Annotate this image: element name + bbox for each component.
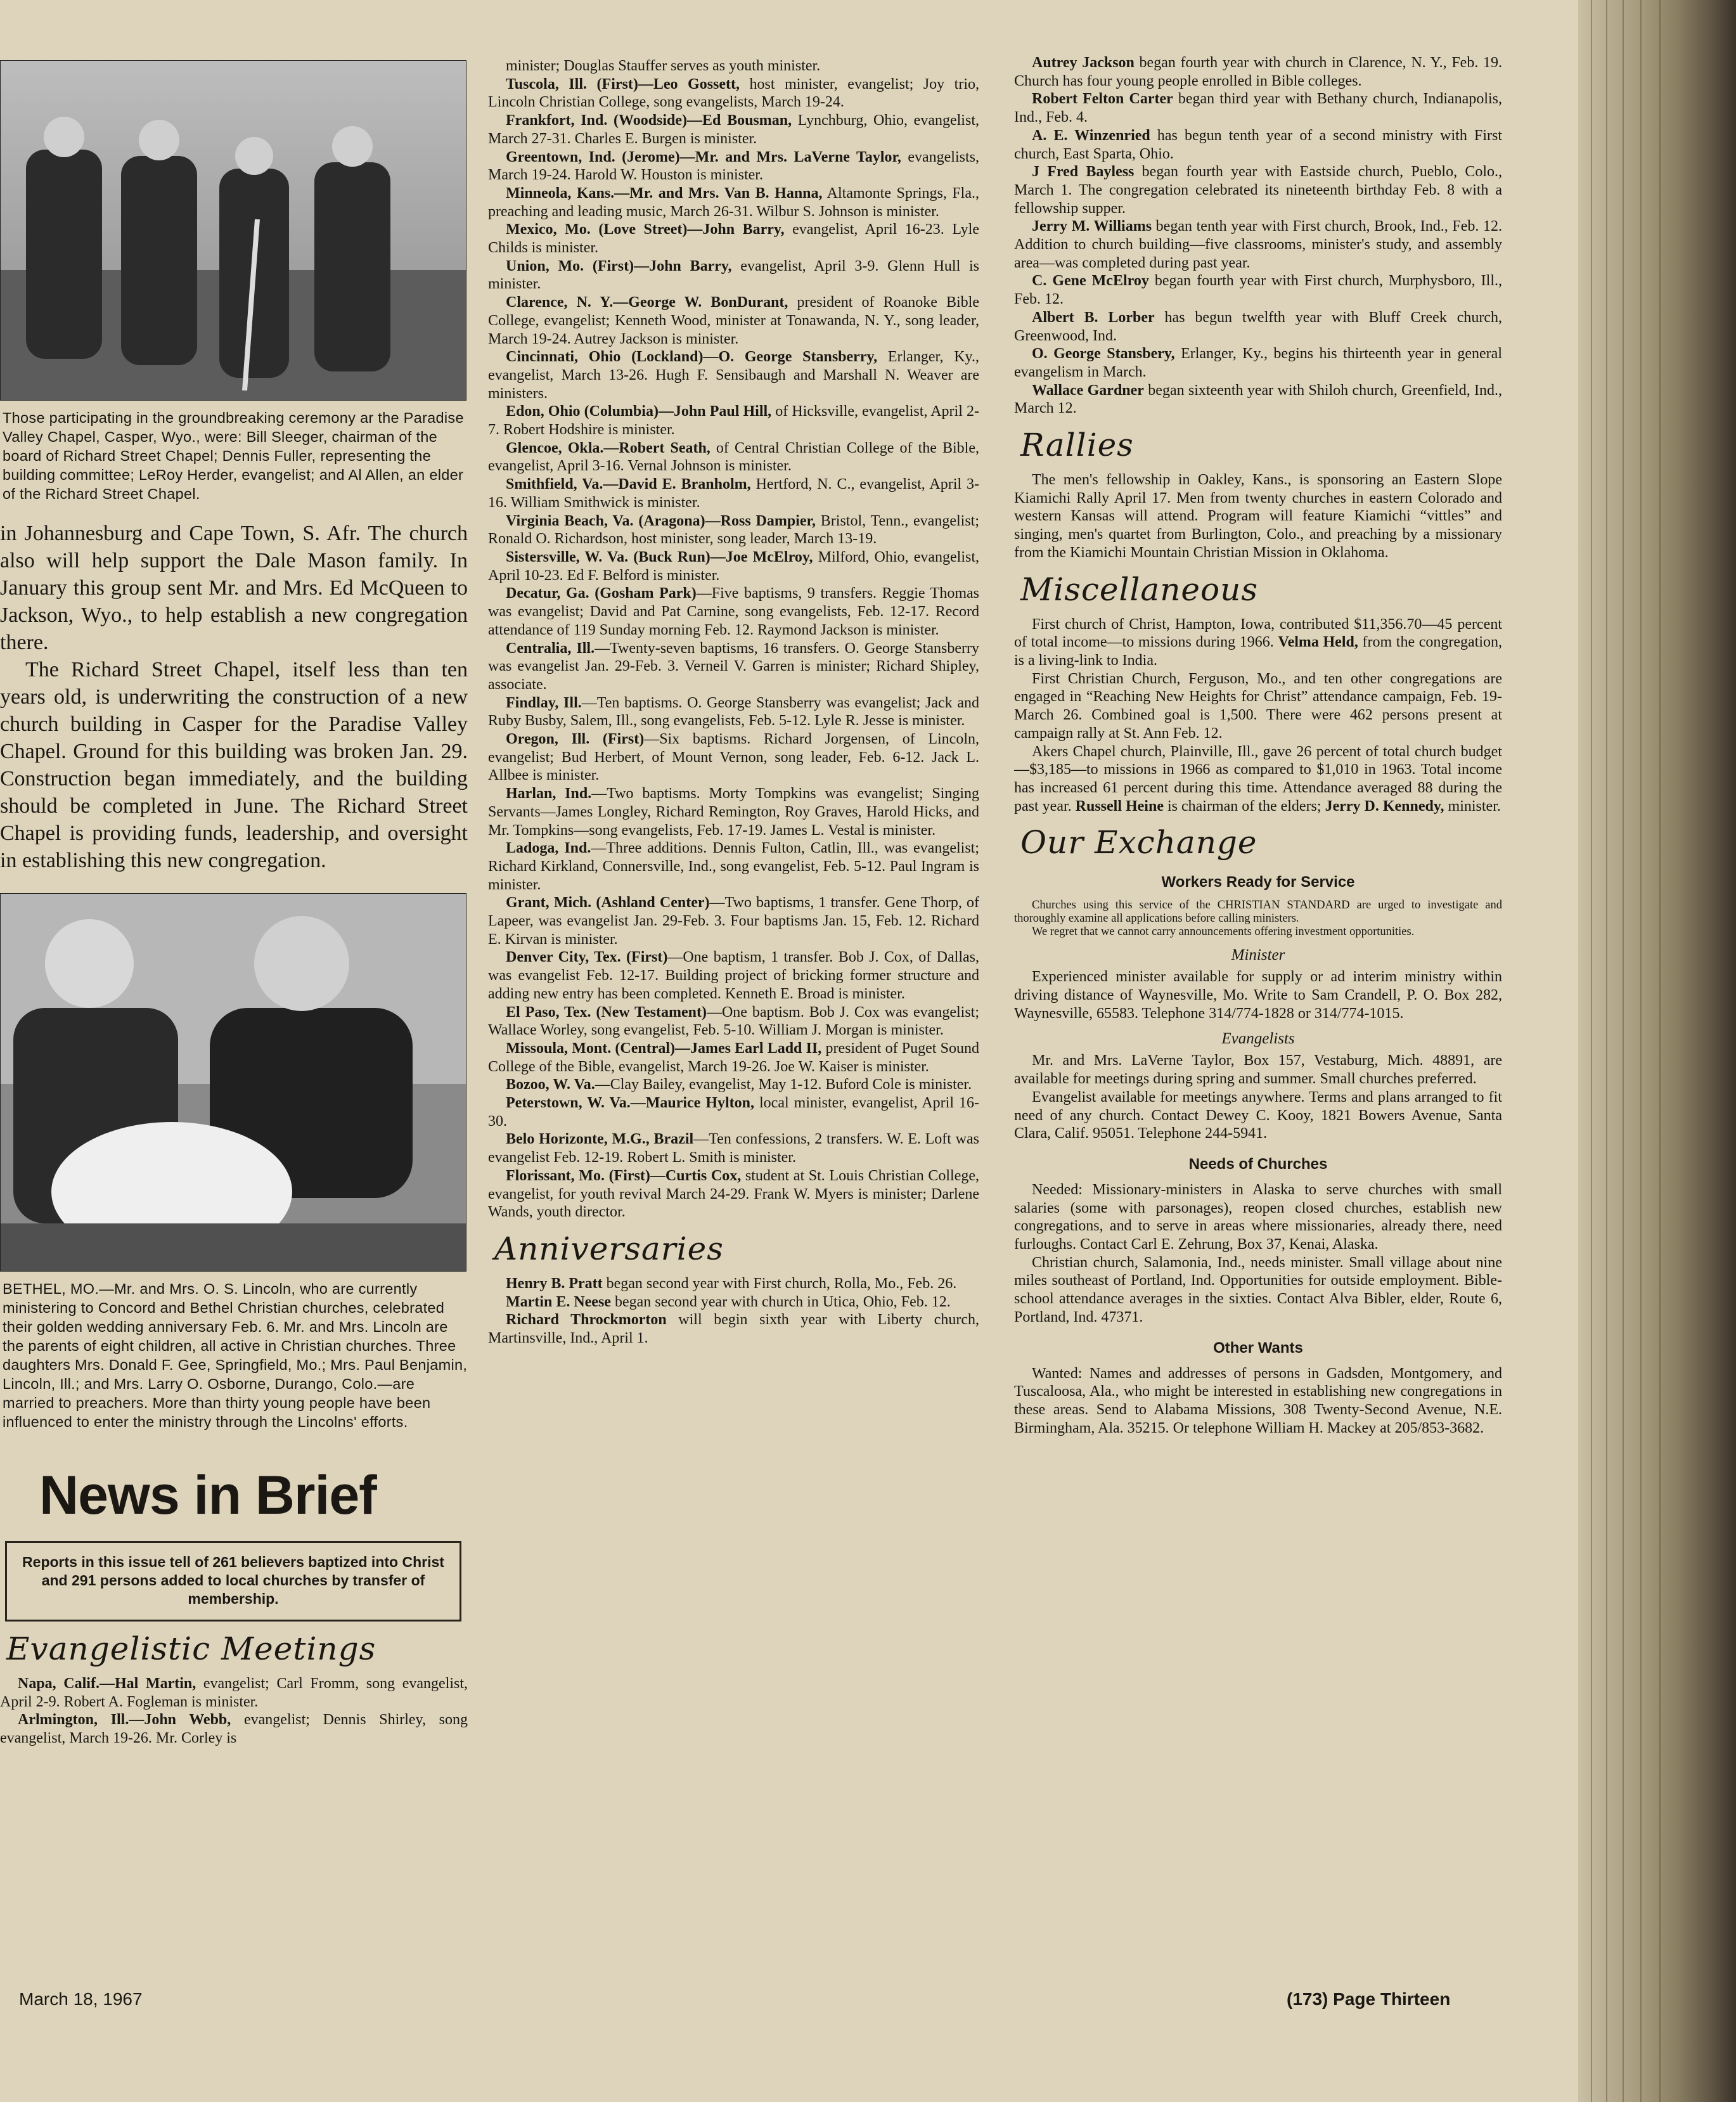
entry-text: —Six baptisms. Richard Jorgensen, of Lincoln, evangelist; Bud Herbert, of Mount Vernon, song leader, Feb. 6-12. Jack L. Allbee is minister. xyxy=(488,731,979,784)
entry-text: is chairman of the elders; xyxy=(1163,797,1325,815)
footer-date xyxy=(19,1989,143,2009)
entry xyxy=(488,894,979,948)
anniversaries-entries xyxy=(488,1275,979,1348)
entry-bold: Belo Horizonte, M.G., Brazil xyxy=(506,1131,694,1148)
entry xyxy=(1014,382,1502,418)
entry xyxy=(1014,616,1502,670)
entry-text: from the congregation, is a living-link to India. xyxy=(1014,634,1502,669)
footer-date-text: March 18, 1967 xyxy=(19,1989,143,2009)
news-summary-text: Reports in this issue tell of 261 believers baptized into Christ and 291 persons added to local churches by transfer of membership. xyxy=(22,1554,444,1607)
entry xyxy=(488,1167,979,1222)
anniversaries-heading: Anniversaries xyxy=(494,1230,724,1267)
evangelistic-entries xyxy=(0,1675,468,1748)
entry-text: student at St. Louis Christian College, evangelist, for youth revival March 24-29. Frank W. Myers is minister; Darlene Wands, youth director. xyxy=(488,1167,979,1221)
entry-text: of Hicksville, evangelist, April 2-7. Robert Hodshire is minister. xyxy=(488,403,979,439)
entry xyxy=(488,1094,979,1130)
entry-bold: O. George Stansbery, xyxy=(1032,345,1175,363)
entry-text: First Christian Church, Ferguson, Mo., and ten other congregations are engaged in “Reaching New Heights for Christ” attendance campaign, Feb. 19-March 26. Combined goal is 1,500. There were 462 persons present at campaign rally at St. Ann Feb. 12. xyxy=(1014,670,1502,742)
entry-bold: Peterstown, W. Va.—Maurice Hylton, xyxy=(506,1095,754,1112)
rallies-heading: Rallies xyxy=(1020,427,1134,464)
entry xyxy=(488,694,979,730)
other-wants-ad: Wanted: Names and addresses of persons in Gadsden, Montgomery, and Tuscaloosa, Ala., who might be interested in establishing new congregations in these areas. Send to Alabama Missions, 308 Twenty-Second Avenue, N.E. Birmingham, Ala. 35215. Or telephone William H. Mackey at 205/853-3682. xyxy=(1014,1365,1502,1436)
groundbreaking-photo xyxy=(0,60,466,401)
entry xyxy=(488,640,979,694)
entry-bold: Richard Throckmorton xyxy=(506,1312,667,1329)
entry-text: host minister, evangelist; Joy trio, Lincoln Christian College, song evangelists, March 19-24. xyxy=(488,75,979,111)
entry-bold: Union, Mo. (First)—John Barry, xyxy=(506,257,732,274)
entry xyxy=(1014,471,1502,562)
entry-bold: A. E. Winzenried xyxy=(1032,127,1150,144)
entry-bold: Napa, Calif.—Hal Martin, xyxy=(18,1675,196,1692)
entry-bold: C. Gene McElroy xyxy=(1032,273,1149,290)
entry xyxy=(488,112,979,148)
other-wants-heading: Other Wants xyxy=(1213,1339,1303,1357)
entry-bold: Edon, Ohio (Columbia)—John Paul Hill, xyxy=(506,403,772,420)
news-in-brief-heading: News in Brief xyxy=(39,1465,376,1526)
entry-text: —Ten confessions, 2 transfers. W. E. Loft was evangelist Feb. 12-19. Robert L. Smith is minister. xyxy=(488,1131,979,1166)
entry-bold: Tuscola, Ill. (First)—Leo Gossett, xyxy=(506,75,740,93)
entry-text: began third year with Bethany church, Indianapolis, Ind., Feb. 4. xyxy=(1014,91,1502,126)
binding-gutter xyxy=(1578,0,1736,2102)
entry-bold: Clarence, N. Y.—George W. BonDurant, xyxy=(506,294,788,311)
needs-heading: Needs of Churches xyxy=(1188,1155,1328,1173)
entry xyxy=(488,948,979,1003)
entry-text: evangelist; Carl Fromm, song evangelist, April 2-9. Robert A. Fogleman is minister. xyxy=(0,1675,468,1710)
minister-ad: Experienced minister available for supply or ad interim ministry within driving distance of Waynesville, Mo. Write to Sam Crandell, P. O. Box 282, Waynesville, 65583. Telephone 314/774-1828 or 314/774-1015. xyxy=(1014,969,1502,1022)
anniversary-photo-image xyxy=(1,894,466,1271)
entry xyxy=(488,257,979,293)
entry-bold: Decatur, Ga. (Gosham Park) xyxy=(506,585,697,602)
entry-bold: Jerry D. Kennedy, xyxy=(1325,797,1444,815)
entry-text: president of Roanoke Bible College, evangelist; Kenneth Wood, minister at Tonawanda, N. Y., song leader, March 19-24. Autrey Jackson is minister. xyxy=(488,294,979,347)
groundbreaking-caption: Those participating in the groundbreaking ceremony ar the Paradise Valley Chapel, Casper, Wyo., were: Bill Sleeger, chairman of the board of Richard Street Chapel; Dennis Fuller, representing the building committee; LeRoy Herder, evangelist; and Al Allen, an elder of the Richard Street Chapel. xyxy=(3,409,464,502)
entry-bold: Sistersville, W. Va. (Buck Run)—Joe McElroy, xyxy=(506,548,813,565)
entry-text: —Two baptisms, 1 transfer. Gene Thorp, of Lapeer, was evangelist Jan. 29-Feb. 3. Four baptisms Jan. 15, Feb. 12. Richard E. Kirvan is minister. xyxy=(488,894,979,948)
entry xyxy=(1014,163,1502,217)
entry xyxy=(488,184,979,221)
miscellaneous-entries xyxy=(1014,616,1502,816)
entry-bold: Wallace Gardner xyxy=(1032,382,1144,399)
entry-bold: Bozoo, W. Va. xyxy=(506,1076,595,1093)
entry xyxy=(488,403,979,439)
entry-bold: Russell Heine xyxy=(1075,797,1164,815)
entry-text: The men's fellowship in Oakley, Kans., is sponsoring an Eastern Slope Kiamichi Rally April 17. Men from twenty churches in eastern Colorado and western Kansas will attend. Program will feature Kiamichi “vittles” and singing, men's quartet from Burlington, Colo., and preaching by a missionary from the Kiamichi Mountain Christian Mission in Oklahoma. xyxy=(1014,472,1502,561)
entry xyxy=(1014,309,1502,345)
entry-text: president of Puget Sound College of the Bible, evangelist, March 19-26. Joe W. Kaiser is minister. xyxy=(488,1040,979,1075)
entry-bold: Centralia, Ill. xyxy=(506,640,595,657)
entry xyxy=(488,1130,979,1166)
entry xyxy=(488,548,979,584)
entry xyxy=(1014,217,1502,272)
entry-text: Erlanger, Ky., begins his thirteenth year in general evangelism in March. xyxy=(1014,345,1502,380)
entry-bold: Henry B. Pratt xyxy=(506,1275,603,1292)
entry-bold: Harlan, Ind. xyxy=(506,785,592,803)
entry-text: —Clay Bailey, evangelist, May 1-12. Buford Cole is minister. xyxy=(595,1076,972,1093)
footer-page-text: (173) Page Thirteen xyxy=(1287,1989,1451,2009)
entry-text: local minister, evangelist, April 16-30. xyxy=(488,1095,979,1130)
entry-text: began fourth year with Eastside church, Pueblo, Colo., March 1. The congregation celebrated its nineteenth birthday Feb. 8 with a fellowship supper. xyxy=(1014,164,1502,217)
evangelistic-meetings-heading: Evangelistic Meetings xyxy=(6,1630,376,1667)
evangelists-ad: Mr. and Mrs. LaVerne Taylor, Box 157, Vestaburg, Mich. 48891, are available for meetings during spring and summer. Small churches preferred. xyxy=(1014,1052,1502,1088)
entry-text: First church of Christ, Hampton, Iowa, contributed $11,356.70—45 percent of total income—to missions during 1966. xyxy=(1014,616,1502,651)
workers-note xyxy=(1014,899,1502,939)
minister-subheading: Minister xyxy=(1231,946,1285,964)
entry-text: —Ten baptisms. O. George Stansberry was evangelist; Jack and Ruby Busby, Salem, Ill., song evangelists, Feb. 5-12. Lyle R. Jesse is minister. xyxy=(488,694,979,730)
evangelists-subheading: Evangelists xyxy=(1221,1030,1295,1048)
entry xyxy=(1014,272,1502,308)
entry-text: —Two baptisms. Morty Tompkins was evangelist; Singing Servants—James Longley, Richard Remington, Roy Graves, Harold Hicks, and Mr. Tompkins—song evangelists, Feb. 17-19. James L. Vestal is minister. xyxy=(488,785,979,839)
entry xyxy=(1014,127,1502,163)
entry-text: Hertford, N. C., evangelist, April 3-16. William Smithwick is minister. xyxy=(488,476,979,511)
meetings-entries xyxy=(488,57,979,1222)
entry-text: began fourth year with First church, Murphysboro, Ill., Feb. 12. xyxy=(1014,273,1502,308)
entry-text: began fourth year with church in Clarence, N. Y., Feb. 19. Church has four young people enrolled in Bible colleges. xyxy=(1014,55,1502,89)
needs-ad: Needed: Missionary-ministers in Alaska to serve churches with small salaries (some with parsonages), reopen closed churches, establish new congregations, and to serve in areas where missionaries, already there, need furloughs. Contact Carl E. Zehrung, Box 37, Kenai, Alaska. xyxy=(1014,1181,1502,1253)
entry-bold: Virginia Beach, Va. (Aragona)—Ross Dampier, xyxy=(506,512,816,529)
entry-bold: Cincinnati, Ohio (Lockland)—O. George Stansberry, xyxy=(506,349,878,366)
workers-heading: Workers Ready for Service xyxy=(1161,874,1355,891)
story-paragraph: in Johannesburg and Cape Town, S. Afr. The church also will help support the Dale Mason family. In January this group sent Mr. and Mrs. Ed McQueen to Jackson, Wyo., to help establish a new congregation there. xyxy=(0,522,468,654)
entry xyxy=(488,512,979,548)
entry-bold: J Fred Bayless xyxy=(1032,164,1135,181)
entry-bold: Jerry M. Williams xyxy=(1032,218,1152,235)
entry-bold: Greentown, Ind. (Jerome)—Mr. and Mrs. LaVerne Taylor, xyxy=(506,148,901,165)
entry xyxy=(488,1003,979,1040)
richard-street-story xyxy=(0,520,468,874)
entry-text: minister. xyxy=(1444,797,1501,815)
entry-bold: Martin E. Neese xyxy=(506,1293,611,1310)
entry xyxy=(1014,345,1502,381)
entry xyxy=(0,1675,468,1711)
entry-text: began tenth year with First church, Brook, Ind., Feb. 12. Addition to church building—five classrooms, minister's study, and assembly area—was completed during past year. xyxy=(1014,218,1502,271)
entry-bold: Mexico, Mo. (Love Street)—John Barry, xyxy=(506,221,785,238)
entry-text: has begun tenth year of a second ministry with First church, East Sparta, Ohio. xyxy=(1014,127,1502,162)
entry-bold: Velma Held, xyxy=(1278,634,1358,651)
entry-bold: El Paso, Tex. (New Testament) xyxy=(506,1003,707,1021)
entry xyxy=(488,475,979,512)
entry-bold: Robert Felton Carter xyxy=(1032,91,1173,108)
entry-text: minister; Douglas Stauffer serves as youth minister. xyxy=(506,58,821,74)
entry-text: Lynchburg, Ohio, evangelist, March 27-31. Charles E. Burgen is minister. xyxy=(488,112,979,147)
entry-bold: Ladoga, Ind. xyxy=(506,840,591,857)
entry-bold: Autrey Jackson xyxy=(1032,55,1135,71)
entry-text: will begin sixth year with Liberty church, Martinsville, Ind., April 1. xyxy=(488,1312,979,1347)
entry-text: began sixteenth year with Shiloh church, Greenfield, Ind., March 12. xyxy=(1014,382,1502,417)
entry xyxy=(488,839,979,894)
entry xyxy=(1014,90,1502,126)
entry xyxy=(488,221,979,257)
entry-text: of Central Christian College of the Bible, evangelist, April 3-16. Vernal Johnson is minister. xyxy=(488,439,979,475)
entry-text: evangelist; Dennis Shirley, song evangelist, March 19-26. Mr. Corley is xyxy=(0,1712,468,1747)
entry-bold: Missoula, Mont. (Central)—James Earl Ladd II, xyxy=(506,1040,822,1057)
entry-bold: Grant, Mich. (Ashland Center) xyxy=(506,894,710,912)
entry xyxy=(488,1275,979,1293)
entry-text: —One baptism. Bob J. Cox was evangelist; Wallace Worley, song evangelist, Feb. 5-10. William J. Morgan is minister. xyxy=(488,1003,979,1039)
entry-text: evangelists, March 19-24. Harold W. Houston is minister. xyxy=(488,148,979,184)
entry-bold: Glencoe, Okla.—Robert Seath, xyxy=(506,439,710,456)
story-paragraph: The Richard Street Chapel, itself less than ten years old, is underwriting the construction of a new church building in Casper for the Paradise Valley Chapel. Ground for this building was broken Jan. 29. Construction began immediately, and the building should be completed in June. The Richard Street Chapel is providing funds, leadership, and oversight in establishing this new congregation. xyxy=(0,658,468,872)
left-column xyxy=(0,60,468,2019)
entry-text: Bristol, Tenn., evangelist; Ronald O. Richardson, host minister, song leader, March 13-19. xyxy=(488,512,979,548)
entry-bold: Oregon, Ill. (First) xyxy=(506,731,645,748)
entry xyxy=(488,348,979,403)
entry-text: began second year with church in Utica, Ohio, Feb. 12. xyxy=(610,1293,951,1310)
entry xyxy=(488,439,979,475)
entry-text: —Five baptisms, 9 transfers. Reggie Thomas was evangelist; David and Pat Carnine, song evangelists, Feb. 12-17. Record attendance of 119 Sunday morning Feb. 12. Raymond Jackson is minister. xyxy=(488,585,979,638)
entry-text: evangelist, April 16-23. Lyle Childs is minister. xyxy=(488,221,979,257)
right-column xyxy=(1014,54,1502,1994)
middle-column xyxy=(488,57,979,1965)
entry-text: —Twenty-seven baptisms, 16 transfers. O. George Stansberry was evangelist Jan. 29-Feb. 3. Verneil V. Garren is minister; Richard Shipley, associate. xyxy=(488,640,979,693)
miscellaneous-heading: Miscellaneous xyxy=(1020,571,1258,608)
groundbreaking-photo-image xyxy=(1,61,466,400)
anniversaries-continued xyxy=(1014,54,1502,418)
entry-text: Akers Chapel church, Plainville, Ill., gave 26 percent of total church budget—$3,185—to missions in 1966 as compared to $1,010 in 1963. Total income has increased 61 percent during this time. Attendance averaged 88 during the past year. xyxy=(1014,743,1502,815)
entry xyxy=(488,1293,979,1312)
entry-bold: Denver City, Tex. (First) xyxy=(506,949,668,966)
entry-bold: Frankfort, Ind. (Woodside)—Ed Bousman, xyxy=(506,112,792,129)
entry-text: has begun twelfth year with Bluff Creek church, Greenwood, Ind. xyxy=(1014,309,1502,344)
entry-bold: Arlmington, Ill.—John Webb, xyxy=(18,1712,231,1729)
entry xyxy=(1014,670,1502,743)
entry-text: Altamonte Springs, Fla., preaching and leading music, March 26-31. Wilbur S. Johnson is minister. xyxy=(488,184,979,220)
entry-text: began second year with First church, Rolla, Mo., Feb. 26. xyxy=(602,1275,957,1292)
entry xyxy=(488,57,979,75)
entry xyxy=(488,730,979,785)
entry-text: evangelist, April 3-9. Glenn Hull is minister. xyxy=(488,257,979,293)
news-summary-box xyxy=(5,1541,461,1622)
entry-bold: Smithfield, Va.—David E. Branholm, xyxy=(506,476,751,493)
workers-note-text: Churches using this service of the CHRISTIAN STANDARD are urged to investigate and thoroughly examine all applications before calling ministers. xyxy=(1014,899,1502,925)
entry xyxy=(488,1040,979,1076)
entry-text: Erlanger, Ky., evangelist, March 13-26. Hugh F. Sensibaugh and Marshall N. Weaver are ministers. xyxy=(488,349,979,402)
our-exchange-heading: Our Exchange xyxy=(1020,824,1257,861)
entry xyxy=(488,75,979,112)
entry xyxy=(1014,54,1502,90)
rallies-entries xyxy=(1014,471,1502,562)
evangelists-ad: Evangelist available for meetings anywhere. Terms and plans arranged to fit need of any church. Contact Dewey C. Kooy, 1821 Bowers Avenue, Santa Clara, Calif. 95051. Telephone 244-5941. xyxy=(1014,1088,1502,1142)
entry xyxy=(488,148,979,184)
entry-bold: Findlay, Ill. xyxy=(506,694,582,711)
entry xyxy=(488,584,979,639)
entry-bold: Florissant, Mo. (First)—Curtis Cox, xyxy=(506,1167,742,1184)
footer-page-number xyxy=(1287,1989,1450,2009)
entry xyxy=(488,1076,979,1094)
entry-text: —One baptism, 1 transfer. Bob J. Cox, of Dallas, was evangelist Feb. 12-17. Building project of bricking former structure and adding new entry has been completed. Kenneth E. Broad is minister. xyxy=(488,949,979,1002)
anniversary-photo xyxy=(0,893,466,1272)
workers-note-text: We regret that we cannot carry announcements offering investment opportunities. xyxy=(1032,925,1415,939)
anniversary-caption: BETHEL, MO.—Mr. and Mrs. O. S. Lincoln, who are currently ministering to Concord and Bethel Christian churches, celebrated their golden wedding anniversary Feb. 6. Mr. and Mrs. Lincoln are the parents of eight children, all active in Christian churches. Three daughters Mrs. Donald F. Gee, Springfield, Mo.; Mrs. Paul Benjamin, Lincoln, Ill.; and Mrs. Larry O. Osborne, Durango, Colo.—are married to preachers. More than thirty young people have been influenced to enter the ministry through the Lincolns' efforts. xyxy=(3,1280,468,1430)
entry xyxy=(1014,743,1502,816)
entry-bold: Albert B. Lorber xyxy=(1032,309,1155,326)
entry xyxy=(488,1311,979,1347)
entry-text: —Three additions. Dennis Fulton, Catlin, Ill., was evangelist; Richard Kirkland, Connersville, Ind., song evangelist, Feb. 5-12. Paul Ingram is minister. xyxy=(488,840,979,893)
entry-bold: Minneola, Kans.—Mr. and Mrs. Van B. Hanna, xyxy=(506,184,823,202)
entry xyxy=(488,785,979,839)
entry-text: Milford, Ohio, evangelist, April 10-23. Ed F. Belford is minister. xyxy=(488,548,979,584)
entry xyxy=(0,1711,468,1747)
entry xyxy=(488,293,979,348)
needs-ad: Christian church, Salamonia, Ind., needs minister. Small village about nine miles southeast of Portland, Ind. Opportunities for outside employment. Bible-school attendance averages in the sixties. Contact Alva Bibler, elder, Route 6, Portland, Ind. 47371. xyxy=(1014,1254,1502,1325)
